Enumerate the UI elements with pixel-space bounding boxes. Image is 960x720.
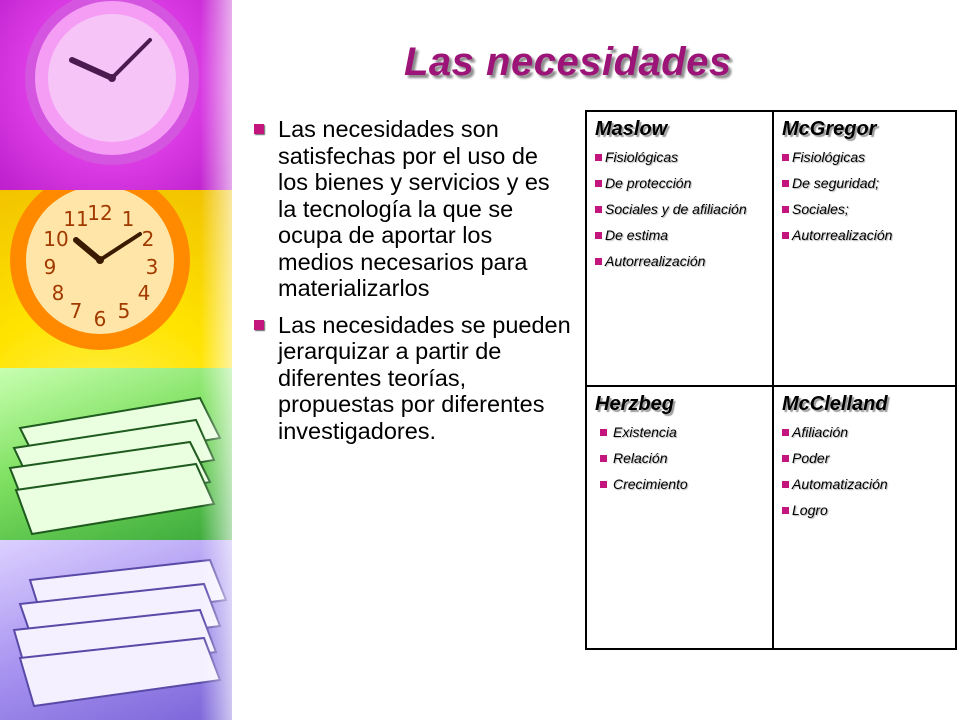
clock-numeral: 11 [63,207,89,231]
list-item-text: Sociales y de afiliación [605,201,747,217]
list-item [782,227,957,244]
mcgregor-header: McGregor [782,118,877,140]
bullet-item [244,116,574,302]
bullet-square-icon [254,320,264,330]
list-item [782,476,957,493]
bullet-item [244,312,574,445]
decorative-image-strip [0,0,232,720]
orange-clock-panel [0,190,232,368]
list-item [595,476,772,493]
orange-clock-icon [0,190,232,368]
list-item [595,175,772,192]
bullet-square-icon [595,154,602,161]
mcclelland-list [782,424,957,519]
bullet-square-icon [782,180,789,187]
herzberg-list [595,424,772,493]
mcclelland-header: McClelland [782,393,888,415]
list-item [782,502,957,519]
purple-clock-panel [0,0,232,190]
list-item [782,424,957,441]
purple-papers-panel [0,540,232,720]
bullet-square-icon [595,180,602,187]
bullet-text: Las necesidades son satisfechas por el uso de los bienes y servicios y es la tecnología la que se ocupa de aportar los medios necesarios para materializarlos [278,116,550,301]
green-papers-panel [0,368,232,540]
clock-numeral: 10 [43,227,69,251]
clock-numeral: 4 [137,281,151,305]
bullet-square-icon [600,481,607,488]
list-item [595,450,772,467]
list-item-text: Autorrealización [605,253,706,269]
bullet-square-icon [782,429,789,436]
maslow-list [595,149,772,270]
paper-stack-icon [0,540,232,720]
bullet-square-icon [782,481,789,488]
purple-clock-icon [0,0,232,190]
paper-stack-icon [0,368,232,540]
list-item [595,149,772,166]
list-item [782,175,957,192]
list-item [782,450,957,467]
bullet-square-icon [595,258,602,265]
list-item-text: Poder [792,450,830,466]
bullet-square-icon [254,124,264,134]
bullet-square-icon [600,455,607,462]
list-item-text: Automatización [792,476,888,492]
list-item-text: Logro [792,502,828,518]
list-item-text: Autorrealización [792,227,893,243]
list-item [595,227,772,244]
list-item-text: Fisiológicas [605,149,679,165]
list-item [595,424,772,441]
bullet-list [244,116,574,454]
slide-title: Las necesidades [404,40,732,84]
maslow-cell [587,112,774,387]
list-item [782,201,957,218]
bullet-square-icon [782,507,789,514]
list-item-text: Afiliación [792,424,849,440]
clock-numeral: 2 [141,227,155,251]
list-item-text: Fisiológicas [792,149,866,165]
bullet-square-icon [782,455,789,462]
list-item-text: Sociales; [792,201,849,217]
herzberg-header: Herzbeg [595,393,674,415]
bullet-square-icon [595,232,602,239]
list-item-text: De protección [605,175,692,191]
clock-numeral: 1 [121,207,135,231]
clock-numeral: 6 [93,307,107,331]
mcgregor-list [782,149,957,244]
clock-numeral: 9 [43,255,57,279]
list-item-text: De estima [605,227,669,243]
clock-numeral: 12 [87,201,113,225]
bullet-square-icon [782,206,789,213]
bullet-text: Las necesidades se pueden jerarquizar a partir de diferentes teorías, propuestas por diferentes investigadores. [278,311,571,444]
mcclelland-cell [774,387,957,648]
list-item-text: Relación [613,450,668,466]
clock-numeral: 8 [51,281,65,305]
list-item-text: Existencia [613,424,677,440]
bullet-square-icon [600,429,607,436]
list-item [595,201,772,218]
clock-numeral: 7 [69,299,83,323]
clock-numeral: 5 [117,299,131,323]
herzberg-cell [587,387,774,648]
bullet-square-icon [782,232,789,239]
list-item [595,253,772,270]
mcgregor-cell [774,112,957,387]
list-item-text: De seguridad; [792,175,880,191]
maslow-header: Maslow [595,118,668,140]
theories-table [585,110,957,650]
bullet-square-icon [595,206,602,213]
list-item-text: Crecimiento [613,476,688,492]
bullet-square-icon [782,154,789,161]
list-item [782,149,957,166]
clock-numeral: 3 [145,255,159,279]
